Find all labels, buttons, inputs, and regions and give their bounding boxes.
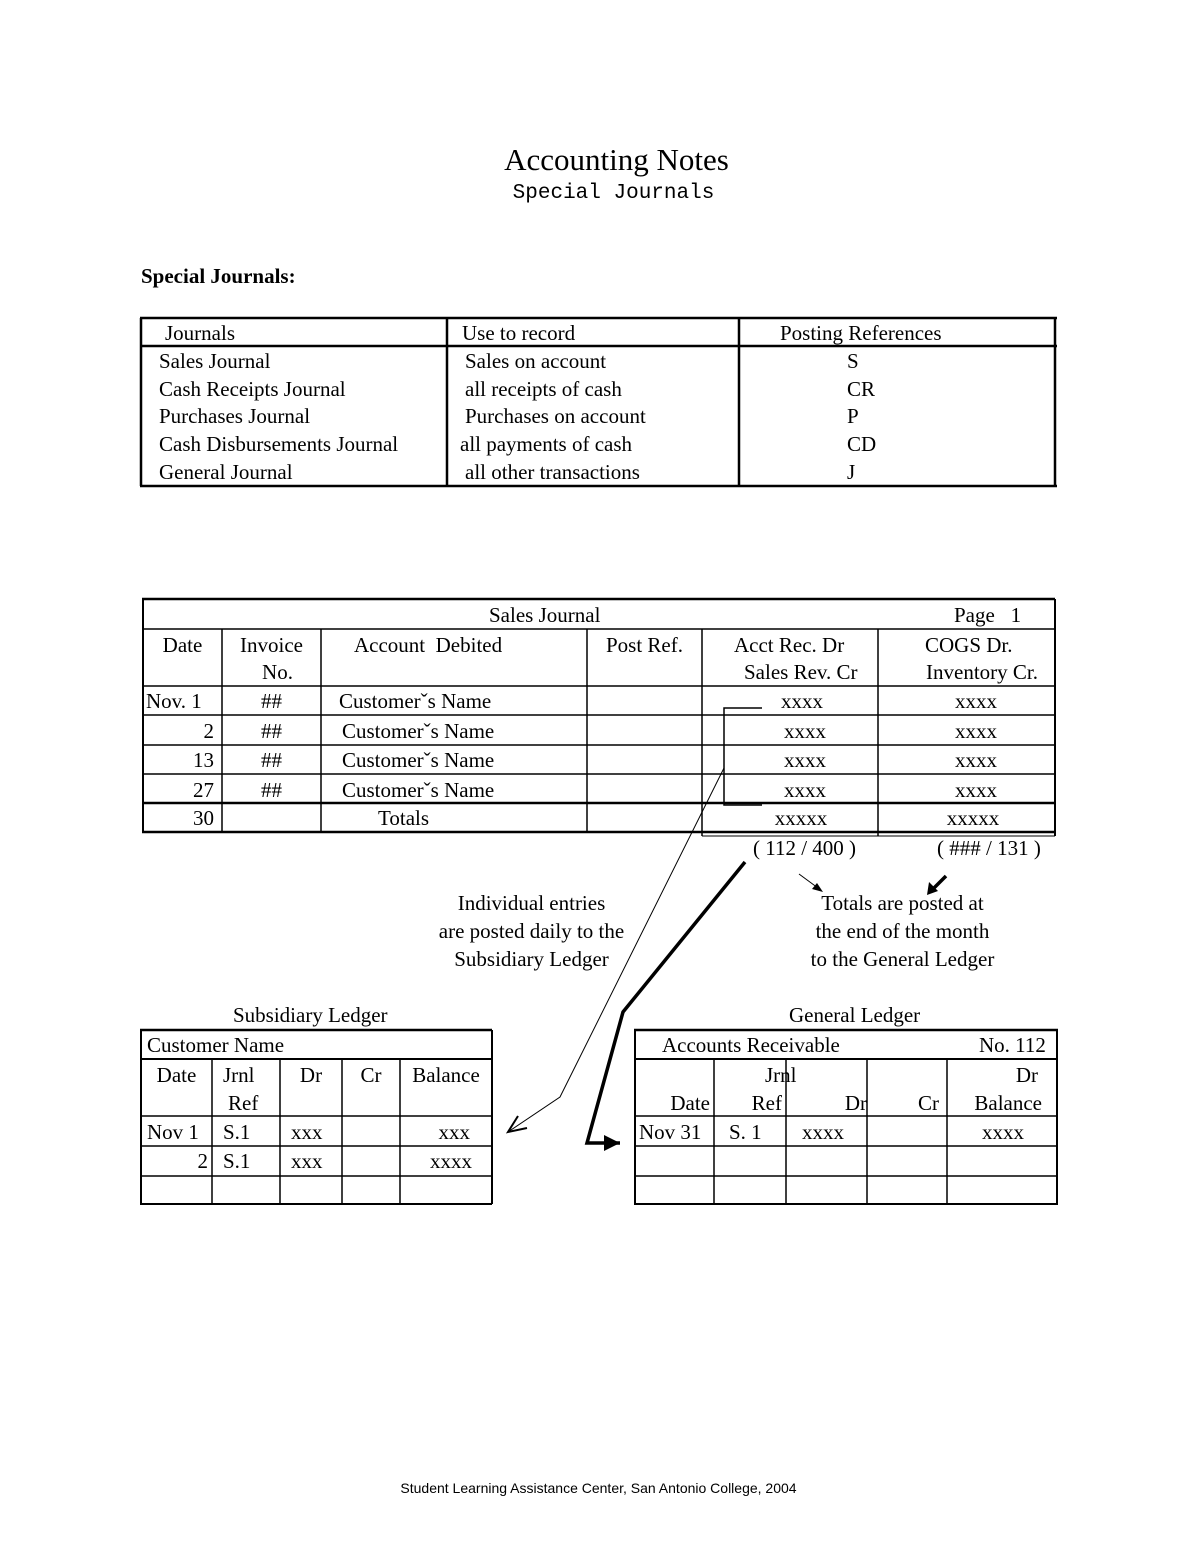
column-header-jrnl: Jrnl [223,1063,255,1087]
journal-ref: P [847,404,859,428]
journal-ref: J [847,460,856,484]
totals-cogs: xxxxx [946,806,1000,830]
row-ref: S.1 [223,1120,251,1144]
column-header-journals: Journals [165,321,235,345]
page-subtitle: Special Journals [512,182,715,205]
note-individual-entries [409,889,654,973]
row-account: Customerˇs Name [339,689,492,713]
row-ref: S. 1 [729,1120,762,1144]
posting-ref-cogs: ( ### / 131 ) [937,836,1041,860]
row-date: 13 [193,748,214,772]
row-ref: S.1 [223,1149,251,1173]
journal-use: all receipts of cash [465,377,622,401]
row-cogs: xxxx [955,689,997,713]
journal-ref: CD [847,432,877,456]
column-header-use: Use to record [462,321,576,345]
column-header-date: Date [162,633,203,657]
journal-use: Sales on account [465,349,607,373]
column-header-jrnl: Jrnl [765,1063,797,1087]
journal-name: Purchases Journal [159,404,311,428]
column-header-balance: Balance [974,1091,1042,1115]
journal-name: Sales Journal [159,349,271,373]
row-cogs: xxxx [955,748,997,772]
row-cogs: xxxx [955,719,997,743]
journal-name: Cash Receipts Journal [159,377,346,401]
row-date: Nov 1 [147,1120,199,1144]
column-header-invoice: Invoice [240,633,303,657]
column-header-account: Account Debited [354,633,503,657]
column-header-balance: Balance [412,1063,480,1087]
note-line: Individual entries [457,891,606,915]
column-header-inventory: Inventory Cr. [926,660,1038,684]
note-totals-posted [785,889,1020,973]
totals-date: 30 [193,806,214,830]
column-header-date: Date [670,1091,710,1115]
row-invoice: ## [261,719,282,743]
row-ar: xxxx [784,748,826,772]
row-dr: xxx [291,1149,323,1173]
general-account-name: Accounts Receivable [662,1033,840,1057]
row-invoice: ## [261,689,282,713]
row-date: 27 [193,778,214,802]
row-ar: xxxx [784,719,826,743]
section-heading: Special Journals: [141,264,296,288]
journal-ref: CR [847,377,876,401]
totals-label: Totals [378,806,430,830]
subsidiary-ledger-title: Subsidiary Ledger [233,1003,388,1027]
column-header-cr: Cr [918,1091,939,1115]
row-account: Customerˇs Name [342,719,495,743]
column-header-post-ref: Post Ref. [605,633,683,657]
note-line: to the General Ledger [810,947,995,971]
note-line: are posted daily to the [438,919,625,943]
row-invoice: ## [261,748,282,772]
row-ar: xxxx [781,689,823,713]
row-account: Customerˇs Name [342,748,495,772]
column-header-dr: Dr [299,1063,323,1087]
page-title: Accounting Notes [504,142,729,177]
row-balance: xxx [438,1120,470,1144]
journal-name: Cash Disbursements Journal [159,432,399,456]
sales-journal-title: Sales Journal [489,603,601,627]
row-date: 2 [203,719,214,743]
row-balance: xxxx [982,1120,1024,1144]
column-header-ref: Ref [751,1091,782,1115]
column-header-ref: Ref [228,1091,259,1115]
column-header-invoice-no: No. [262,660,293,684]
sales-journal-page: Page 1 [954,603,1022,627]
posting-ref-ar: ( 112 / 400 ) [753,836,857,860]
column-header-cr: Cr [360,1063,382,1087]
journal-use: Purchases on account [465,404,646,428]
general-ledger-title: General Ledger [789,1003,921,1027]
general-account-no: No. 112 [979,1033,1046,1057]
journal-name: General Journal [159,460,293,484]
column-header-ar: Acct Rec. Dr [734,633,845,657]
note-line: Totals are posted at [821,891,984,915]
column-header-posting-ref: Posting References [780,321,942,345]
journal-use: all payments of cash [460,432,633,456]
row-date: 2 [197,1149,208,1173]
row-invoice: ## [261,778,282,802]
note-line: the end of the month [815,919,990,943]
subsidiary-account-name: Customer Name [147,1033,285,1057]
row-balance: xxxx [430,1149,472,1173]
column-header-sales-rev: Sales Rev. Cr [744,660,858,684]
row-date: Nov 31 [639,1120,702,1144]
journal-use: all other transactions [465,460,640,484]
row-account: Customerˇs Name [342,778,495,802]
column-header-dr-balance: Dr [1015,1063,1038,1087]
journal-ref: S [847,349,859,373]
column-header-date: Date [156,1063,197,1087]
row-ar: xxxx [784,778,826,802]
row-date: Nov. 1 [146,689,202,713]
note-line: Subsidiary Ledger [454,947,609,971]
page-footer: Student Learning Assistance Center, San Antonio College, 2004 [400,1480,797,1496]
row-dr: xxx [291,1120,323,1144]
row-cogs: xxxx [955,778,997,802]
column-header-cogs: COGS Dr. [925,633,1013,657]
row-dr: xxxx [802,1120,844,1144]
totals-ar: xxxxx [774,806,828,830]
column-header-dr: Dr [844,1091,867,1115]
